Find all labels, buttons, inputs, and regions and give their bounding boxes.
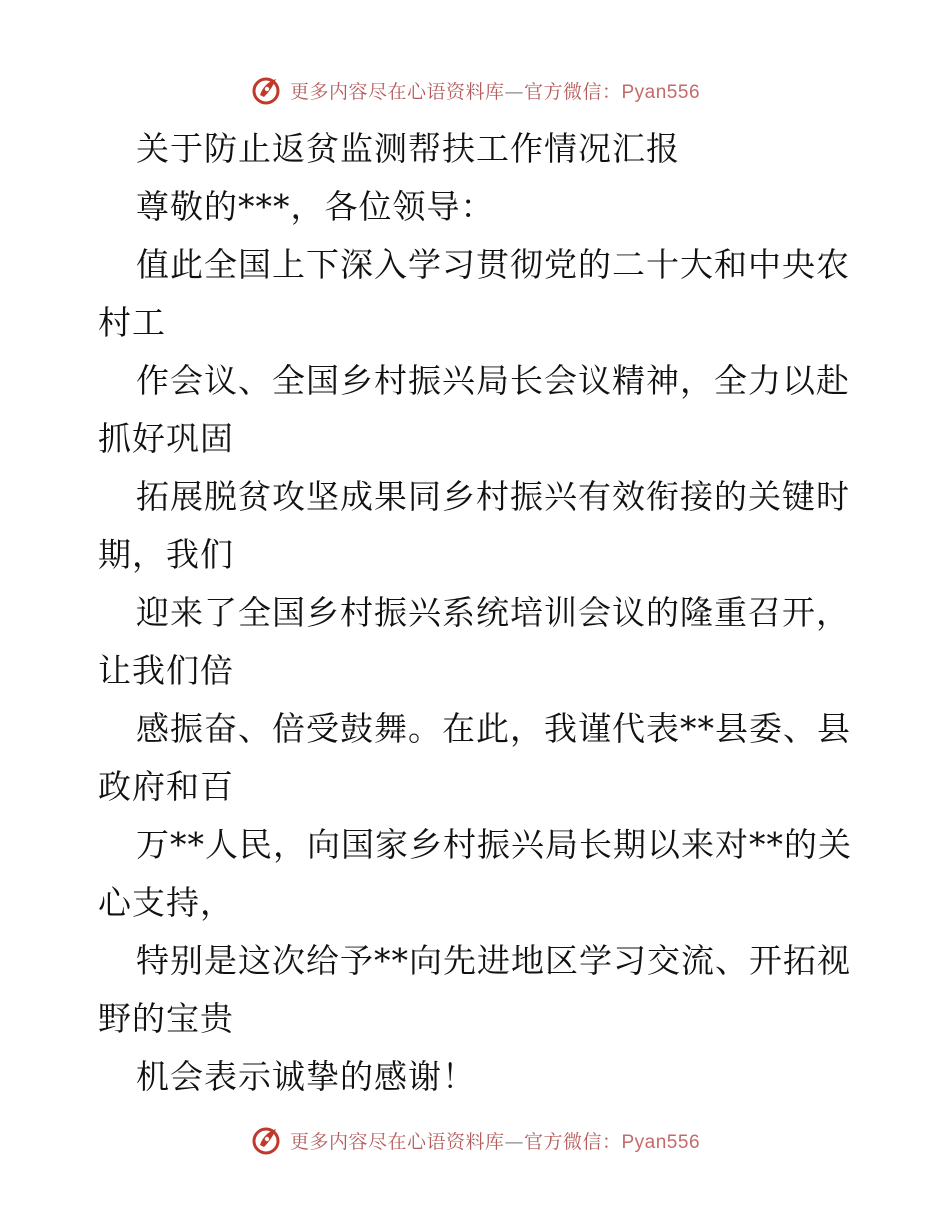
paragraph-line: 作会议、全国乡村振兴局长会议精神，全力以赴 [136,361,850,400]
paragraph-line: 值此全国上下深入学习贯彻党的二十大和中央农 [136,245,850,284]
paragraph-line: 迎来了全国乡村振兴系统培训会议的隆重召开， [136,593,850,632]
banner-dash: — [504,80,524,103]
paragraph-line: 让我们倍 [98,651,234,690]
document-body [98,120,858,1106]
banner-suffix: 官方微信： [523,80,622,103]
header-banner [0,70,950,110]
paragraph-line: 抓好巩固 [98,419,234,458]
paragraph-line: 机会表示诚挚的感谢！ [136,1057,476,1096]
banner-handle: Pyan556 [621,81,701,103]
header-banner-text [290,77,700,104]
paragraph-line: 特别是这次给予**向先进地区学习交流、开拓视 [136,941,851,980]
pen-nib-swirl-logo-icon [250,73,284,107]
paragraph-line: 尊敬的***，各位领导： [136,187,495,226]
paragraph-line: 野的宝贵 [98,999,234,1038]
banner-handle: Pyan556 [621,1131,701,1153]
paragraph-line: 政府和百 [98,767,234,806]
footer-banner-text [290,1127,700,1154]
paragraph-line: 拓展脱贫攻坚成果同乡村振兴有效衔接的关键时 [136,477,850,516]
paragraph-line: 期，我们 [98,535,234,574]
paragraph-line: 村工 [98,303,166,342]
banner-suffix: 官方微信： [523,1130,622,1153]
banner-dash: — [504,1130,524,1153]
paragraph-line: 关于防止返贫监测帮扶工作情况汇报 [136,129,680,168]
footer-banner [0,1120,950,1160]
banner-title: 更多内容尽在心语资料库 [289,1130,505,1153]
banner-title: 更多内容尽在心语资料库 [289,80,505,103]
paragraph-line: 感振奋、倍受鼓舞。在此，我谨代表**县委、县 [136,709,851,748]
paragraph-line: 万**人民，向国家乡村振兴局长期以来对**的关 [136,825,852,864]
pen-nib-swirl-logo-icon [250,1123,284,1157]
paragraph-line: 心支持， [98,883,234,922]
